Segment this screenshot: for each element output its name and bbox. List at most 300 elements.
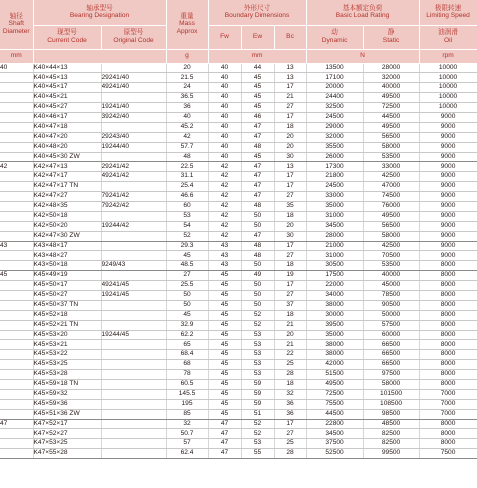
mass-cell: 57.7 xyxy=(166,142,208,152)
mass-cell: 40 xyxy=(166,112,208,122)
ew-cell: 51 xyxy=(241,409,274,419)
ew-cell: 55 xyxy=(241,449,274,459)
shaft-diameter-cell xyxy=(0,449,33,459)
shaft-diameter-cell xyxy=(0,201,33,211)
bc-cell: 21 xyxy=(274,320,306,330)
fw-cell: 45 xyxy=(208,300,241,310)
fw-cell: 45 xyxy=(208,271,241,281)
mass-cell: 60.5 xyxy=(166,380,208,390)
original-code-cell: 9249/43 xyxy=(101,261,166,271)
static-load-cell: 101500 xyxy=(363,389,419,399)
ew-cell: 48 xyxy=(241,142,274,152)
static-load-cell: 66500 xyxy=(363,360,419,370)
shaft-diameter-cell xyxy=(0,409,33,419)
table-row xyxy=(0,162,477,172)
original-code-cell: 19244/42 xyxy=(101,221,166,231)
dynamic-load-cell: 29000 xyxy=(306,122,363,132)
mass-cell: 29.3 xyxy=(166,241,208,251)
table-row xyxy=(0,201,477,211)
original-code-cell xyxy=(101,182,166,192)
limiting-speed-cell: 9000 xyxy=(419,112,477,122)
static-load-cell: 44500 xyxy=(363,112,419,122)
mass-cell: 50 xyxy=(166,300,208,310)
table-row xyxy=(0,261,477,271)
limiting-speed-cell: 8000 xyxy=(419,330,477,340)
mass-cell: 145.5 xyxy=(166,389,208,399)
dynamic-load-cell: 31000 xyxy=(306,211,363,221)
bc-cell: 13 xyxy=(274,162,306,172)
original-code-cell xyxy=(101,360,166,370)
bc-cell: 17 xyxy=(274,281,306,291)
dynamic-load-cell: 75500 xyxy=(306,399,363,409)
shaft-diameter-cell xyxy=(0,83,33,93)
current-code-cell: K45×59×32 xyxy=(33,389,101,399)
mass-cell: 62.4 xyxy=(166,449,208,459)
ew-cell: 45 xyxy=(241,103,274,113)
fw-cell: 42 xyxy=(208,211,241,221)
static-load-cell: 56500 xyxy=(363,221,419,231)
dynamic-load-cell: 38000 xyxy=(306,300,363,310)
shaft-diameter-cell xyxy=(0,370,33,380)
bc-cell: 18 xyxy=(274,380,306,390)
current-code-cell: K42×47×13 xyxy=(33,162,101,172)
limiting-speed-cell: 9000 xyxy=(419,192,477,202)
bc-cell: 37 xyxy=(274,300,306,310)
original-code-cell: 79242/42 xyxy=(101,201,166,211)
bc-cell: 17 xyxy=(274,419,306,429)
current-code-cell: K42×47×17 xyxy=(33,172,101,182)
current-code-cell: K40×45×17 xyxy=(33,83,101,93)
bc-cell: 27 xyxy=(274,429,306,439)
static-load-cell: 40000 xyxy=(363,83,419,93)
ew-cell: 45 xyxy=(241,152,274,162)
dynamic-load-cell: 49500 xyxy=(306,380,363,390)
limiting-speed-cell: 9000 xyxy=(419,172,477,182)
bc-cell: 17 xyxy=(274,112,306,122)
static-load-cell: 40000 xyxy=(363,271,419,281)
fw-cell: 40 xyxy=(208,132,241,142)
dynamic-load-cell: 34000 xyxy=(306,290,363,300)
dynamic-load-cell: 21000 xyxy=(306,241,363,251)
shaft-diameter-cell: 43 xyxy=(0,241,33,251)
static-load-cell: 108500 xyxy=(363,399,419,409)
limiting-speed-cell: 10000 xyxy=(419,73,477,83)
fw-cell: 42 xyxy=(208,201,241,211)
current-code-cell: K42×50×18 xyxy=(33,211,101,221)
bc-cell: 18 xyxy=(274,211,306,221)
limiting-speed-cell: 9000 xyxy=(419,122,477,132)
ew-cell: 45 xyxy=(241,83,274,93)
shaft-diameter-cell xyxy=(0,320,33,330)
ew-cell: 47 xyxy=(241,162,274,172)
fw-cell: 45 xyxy=(208,389,241,399)
shaft-diameter-cell xyxy=(0,281,33,291)
static-load-cell: 53500 xyxy=(363,152,419,162)
limiting-speed-cell: 8000 xyxy=(419,429,477,439)
ew-cell: 48 xyxy=(241,251,274,261)
static-load-cell: 58000 xyxy=(363,142,419,152)
bc-cell: 18 xyxy=(274,310,306,320)
fw-cell: 45 xyxy=(208,330,241,340)
current-code-cell: K40×45×30 ZW xyxy=(33,152,101,162)
bc-cell: 30 xyxy=(274,231,306,241)
static-load-cell: 56500 xyxy=(363,132,419,142)
table-row xyxy=(0,152,477,162)
original-code-cell: 29241/40 xyxy=(101,73,166,83)
mass-cell: 32.9 xyxy=(166,320,208,330)
shaft-diameter-cell: 45 xyxy=(0,271,33,281)
table-row xyxy=(0,172,477,182)
mass-cell: 27 xyxy=(166,271,208,281)
bc-cell: 27 xyxy=(274,251,306,261)
shaft-diameter-cell xyxy=(0,300,33,310)
limiting-speed-cell: 8000 xyxy=(419,340,477,350)
fw-cell: 42 xyxy=(208,172,241,182)
current-code-cell: K45×53×22 xyxy=(33,350,101,360)
bc-cell: 17 xyxy=(274,182,306,192)
table-row xyxy=(0,340,477,350)
table-row xyxy=(0,449,477,459)
fw-cell: 45 xyxy=(208,320,241,330)
current-code-cell: K40×47×18 xyxy=(33,122,101,132)
original-code-cell: 19241/45 xyxy=(101,290,166,300)
current-code-cell: K40×48×20 xyxy=(33,142,101,152)
dynamic-load-cell: 34500 xyxy=(306,429,363,439)
limiting-speed-cell: 7000 xyxy=(419,409,477,419)
table-row xyxy=(0,360,477,370)
ew-cell: 53 xyxy=(241,360,274,370)
fw-cell: 42 xyxy=(208,162,241,172)
original-code-cell: 39242/40 xyxy=(101,112,166,122)
static-load-cell: 42500 xyxy=(363,241,419,251)
ew-cell: 47 xyxy=(241,122,274,132)
dynamic-load-cell: 24500 xyxy=(306,182,363,192)
table-row xyxy=(0,419,477,429)
fw-cell: 40 xyxy=(208,83,241,93)
shaft-diameter-cell xyxy=(0,93,33,103)
limiting-speed-cell: 9000 xyxy=(419,162,477,172)
dynamic-load-cell: 17500 xyxy=(306,271,363,281)
static-load-cell: 76000 xyxy=(363,201,419,211)
bc-cell: 20 xyxy=(274,221,306,231)
table-body xyxy=(0,63,477,459)
bc-cell: 17 xyxy=(274,172,306,182)
mass-cell: 68.4 xyxy=(166,350,208,360)
shaft-diameter-cell xyxy=(0,380,33,390)
current-code-cell: K40×45×13 xyxy=(33,73,101,83)
mass-cell: 50.7 xyxy=(166,429,208,439)
static-load-cell: 90500 xyxy=(363,300,419,310)
table-row xyxy=(0,429,477,439)
static-load-cell: 58000 xyxy=(363,380,419,390)
fw-cell: 40 xyxy=(208,93,241,103)
ew-cell: 52 xyxy=(241,419,274,429)
limiting-speed-cell: 10000 xyxy=(419,103,477,113)
static-load-cell: 98500 xyxy=(363,409,419,419)
table-row xyxy=(0,241,477,251)
current-code-cell: K45×52×18 xyxy=(33,310,101,320)
dynamic-load-cell: 44500 xyxy=(306,409,363,419)
limiting-speed-cell: 8000 xyxy=(419,350,477,360)
ew-cell: 47 xyxy=(241,182,274,192)
dynamic-load-cell: 28000 xyxy=(306,231,363,241)
fw-cell: 45 xyxy=(208,370,241,380)
limiting-speed-cell: 8000 xyxy=(419,281,477,291)
current-code-cell: K45×51×36 ZW xyxy=(33,409,101,419)
limiting-speed-cell: 7000 xyxy=(419,399,477,409)
limiting-speed-cell: 10000 xyxy=(419,93,477,103)
original-code-cell xyxy=(101,389,166,399)
dynamic-load-cell: 52500 xyxy=(306,449,363,459)
static-load-cell: 74500 xyxy=(363,192,419,202)
dynamic-load-cell: 42000 xyxy=(306,360,363,370)
current-code-cell: K45×59×18 TN xyxy=(33,380,101,390)
dynamic-load-cell: 17100 xyxy=(306,73,363,83)
dynamic-load-cell: 38000 xyxy=(306,350,363,360)
original-code-cell xyxy=(101,449,166,459)
shaft-diameter-cell xyxy=(0,231,33,241)
fw-cell: 45 xyxy=(208,409,241,419)
current-code-cell: K45×50×27 xyxy=(33,290,101,300)
ew-cell: 49 xyxy=(241,271,274,281)
fw-cell: 45 xyxy=(208,360,241,370)
fw-cell: 47 xyxy=(208,429,241,439)
ew-cell: 52 xyxy=(241,320,274,330)
mass-header: 重量 Mass Approx xyxy=(166,0,208,49)
fw-cell: 45 xyxy=(208,290,241,300)
limiting-speed-cell: 8000 xyxy=(419,261,477,271)
mass-cell: 25.5 xyxy=(166,281,208,291)
ew-cell: 50 xyxy=(241,300,274,310)
unit-shaft: mm xyxy=(0,49,33,63)
dynamic-load-cell: 35500 xyxy=(306,142,363,152)
original-code-cell: 29243/40 xyxy=(101,132,166,142)
original-code-cell xyxy=(101,122,166,132)
unit-designation-blank xyxy=(33,49,166,63)
mass-cell: 36 xyxy=(166,103,208,113)
static-header: 静 Static xyxy=(363,25,419,49)
original-code-cell: 29241/42 xyxy=(101,162,166,172)
fw-cell: 43 xyxy=(208,251,241,261)
dynamic-load-cell: 20000 xyxy=(306,83,363,93)
ew-cell: 53 xyxy=(241,370,274,380)
original-code-cell xyxy=(101,429,166,439)
original-code-cell xyxy=(101,320,166,330)
dynamic-load-cell: 51500 xyxy=(306,370,363,380)
table-row xyxy=(0,271,477,281)
ew-cell: 53 xyxy=(241,439,274,449)
table-row xyxy=(0,251,477,261)
bc-cell: 35 xyxy=(274,201,306,211)
bc-cell: 27 xyxy=(274,103,306,113)
mass-cell: 46.6 xyxy=(166,192,208,202)
bc-cell: 21 xyxy=(274,93,306,103)
static-load-cell: 49500 xyxy=(363,122,419,132)
ew-cell: 48 xyxy=(241,201,274,211)
fw-cell: 40 xyxy=(208,122,241,132)
limiting-speed-cell: 8000 xyxy=(419,439,477,449)
ew-cell: 59 xyxy=(241,380,274,390)
dynamic-load-cell: 38000 xyxy=(306,340,363,350)
limiting-speed-cell: 8000 xyxy=(419,300,477,310)
static-load-cell: 42500 xyxy=(363,172,419,182)
original-code-cell xyxy=(101,271,166,281)
bc-cell: 28 xyxy=(274,370,306,380)
ew-cell: 59 xyxy=(241,389,274,399)
fw-cell: 45 xyxy=(208,281,241,291)
unit-dimensions: mm xyxy=(208,49,306,63)
mass-cell: 52 xyxy=(166,231,208,241)
static-load-cell: 82500 xyxy=(363,439,419,449)
shaft-diameter-cell xyxy=(0,221,33,231)
static-load-cell: 53500 xyxy=(363,261,419,271)
static-load-cell: 82500 xyxy=(363,429,419,439)
original-code-cell: 79241/42 xyxy=(101,192,166,202)
original-code-cell: 19244/40 xyxy=(101,142,166,152)
dynamic-load-cell: 22800 xyxy=(306,419,363,429)
current-code-cell: K40×47×20 xyxy=(33,132,101,142)
mass-cell: 42 xyxy=(166,132,208,142)
current-code-cell: K45×49×19 xyxy=(33,271,101,281)
bc-cell: 36 xyxy=(274,409,306,419)
static-load-cell: 66500 xyxy=(363,340,419,350)
limiting-speed-cell: 8000 xyxy=(419,290,477,300)
current-code-cell: K40×45×27 xyxy=(33,103,101,113)
shaft-diameter-cell xyxy=(0,399,33,409)
table-row xyxy=(0,399,477,409)
current-code-cell: K42×48×35 xyxy=(33,201,101,211)
dynamic-load-cell: 21800 xyxy=(306,172,363,182)
shaft-diameter-cell xyxy=(0,122,33,132)
dynamic-load-cell: 32500 xyxy=(306,103,363,113)
mass-cell: 65 xyxy=(166,340,208,350)
static-load-cell: 97500 xyxy=(363,370,419,380)
shaft-diameter-cell xyxy=(0,429,33,439)
fw-cell: 45 xyxy=(208,380,241,390)
limiting-speed-cell: 9000 xyxy=(419,221,477,231)
original-code-cell xyxy=(101,251,166,261)
ew-header: Ew xyxy=(241,25,274,49)
original-code-cell: 49241/45 xyxy=(101,281,166,291)
shaft-diameter-cell xyxy=(0,211,33,221)
bc-cell: 30 xyxy=(274,152,306,162)
ew-cell: 47 xyxy=(241,132,274,142)
static-load-cell: 78500 xyxy=(363,290,419,300)
shaft-diameter-cell xyxy=(0,290,33,300)
shaft-diameter-cell: 40 xyxy=(0,63,33,73)
ew-cell: 53 xyxy=(241,340,274,350)
current-code-cell: K40×44×13 xyxy=(33,63,101,73)
shaft-diameter-cell xyxy=(0,350,33,360)
current-code-cell: K45×50×37 TN xyxy=(33,300,101,310)
bc-cell: 25 xyxy=(274,439,306,449)
current-code-cell: K45×53×21 xyxy=(33,340,101,350)
table-row xyxy=(0,231,477,241)
mass-cell: 48 xyxy=(166,152,208,162)
boundary-dimensions-header: 外形尺寸 Boundary Dimensions xyxy=(208,0,306,25)
fw-cell: 40 xyxy=(208,73,241,83)
basic-load-rating-header: 基本额定负荷 Basic Load Rating xyxy=(306,0,419,25)
dynamic-load-cell: 37500 xyxy=(306,439,363,449)
original-code-cell: 19244/45 xyxy=(101,330,166,340)
bc-cell: 20 xyxy=(274,330,306,340)
ew-cell: 50 xyxy=(241,281,274,291)
limiting-speed-cell: 8000 xyxy=(419,320,477,330)
current-code-cell: K45×53×20 xyxy=(33,330,101,340)
table-row xyxy=(0,370,477,380)
current-code-cell: K42×47×30 ZW xyxy=(33,231,101,241)
table-row xyxy=(0,93,477,103)
bc-cell: 18 xyxy=(274,122,306,132)
table-row xyxy=(0,122,477,132)
shaft-diameter-cell xyxy=(0,310,33,320)
ew-cell: 45 xyxy=(241,93,274,103)
table-row xyxy=(0,330,477,340)
dynamic-load-cell: 26000 xyxy=(306,152,363,162)
original-code-cell xyxy=(101,300,166,310)
current-code-cell: K40×46×17 xyxy=(33,112,101,122)
dynamic-load-cell: 30000 xyxy=(306,310,363,320)
original-code-cell xyxy=(101,409,166,419)
mass-cell: 195 xyxy=(166,399,208,409)
limiting-speed-cell: 9000 xyxy=(419,241,477,251)
fw-cell: 40 xyxy=(208,103,241,113)
table-row xyxy=(0,103,477,113)
static-load-cell: 60000 xyxy=(363,330,419,340)
original-code-cell xyxy=(101,399,166,409)
bc-cell: 25 xyxy=(274,360,306,370)
shaft-diameter-cell xyxy=(0,112,33,122)
current-code-cell: K45×53×25 xyxy=(33,360,101,370)
dynamic-load-cell: 34500 xyxy=(306,221,363,231)
table-row xyxy=(0,350,477,360)
limiting-speed-cell: 8000 xyxy=(419,271,477,281)
static-load-cell: 47000 xyxy=(363,182,419,192)
original-code-cell xyxy=(101,152,166,162)
shaft-diameter-cell xyxy=(0,389,33,399)
shaft-diameter-header: 轴径 Shaft Diameter xyxy=(0,0,33,49)
shaft-diameter-cell xyxy=(0,132,33,142)
current-code-cell: K45×59×36 xyxy=(33,399,101,409)
bc-cell: 19 xyxy=(274,271,306,281)
dynamic-load-cell: 24500 xyxy=(306,112,363,122)
bc-cell: 17 xyxy=(274,83,306,93)
mass-cell: 45 xyxy=(166,310,208,320)
shaft-diameter-cell xyxy=(0,73,33,83)
mass-cell: 85 xyxy=(166,409,208,419)
current-code-cell: K42×50×20 xyxy=(33,221,101,231)
limiting-speed-cell: 9000 xyxy=(419,201,477,211)
current-code-cell: K47×55×28 xyxy=(33,449,101,459)
current-code-cell: K45×50×17 xyxy=(33,281,101,291)
current-code-cell: K47×52×17 xyxy=(33,419,101,429)
bc-cell: 17 xyxy=(274,241,306,251)
dynamic-load-cell: 35000 xyxy=(306,330,363,340)
bc-cell: 13 xyxy=(274,73,306,83)
ew-cell: 47 xyxy=(241,172,274,182)
shaft-diameter-cell xyxy=(0,192,33,202)
table-row xyxy=(0,192,477,202)
bc-cell: 27 xyxy=(274,290,306,300)
ew-cell: 46 xyxy=(241,112,274,122)
fw-cell: 42 xyxy=(208,231,241,241)
limiting-speed-cell: 10000 xyxy=(419,63,477,73)
table-row xyxy=(0,281,477,291)
current-code-cell: K47×52×27 xyxy=(33,429,101,439)
fw-cell: 42 xyxy=(208,182,241,192)
dynamic-load-cell: 22000 xyxy=(306,281,363,291)
limiting-speed-cell: 10000 xyxy=(419,83,477,93)
